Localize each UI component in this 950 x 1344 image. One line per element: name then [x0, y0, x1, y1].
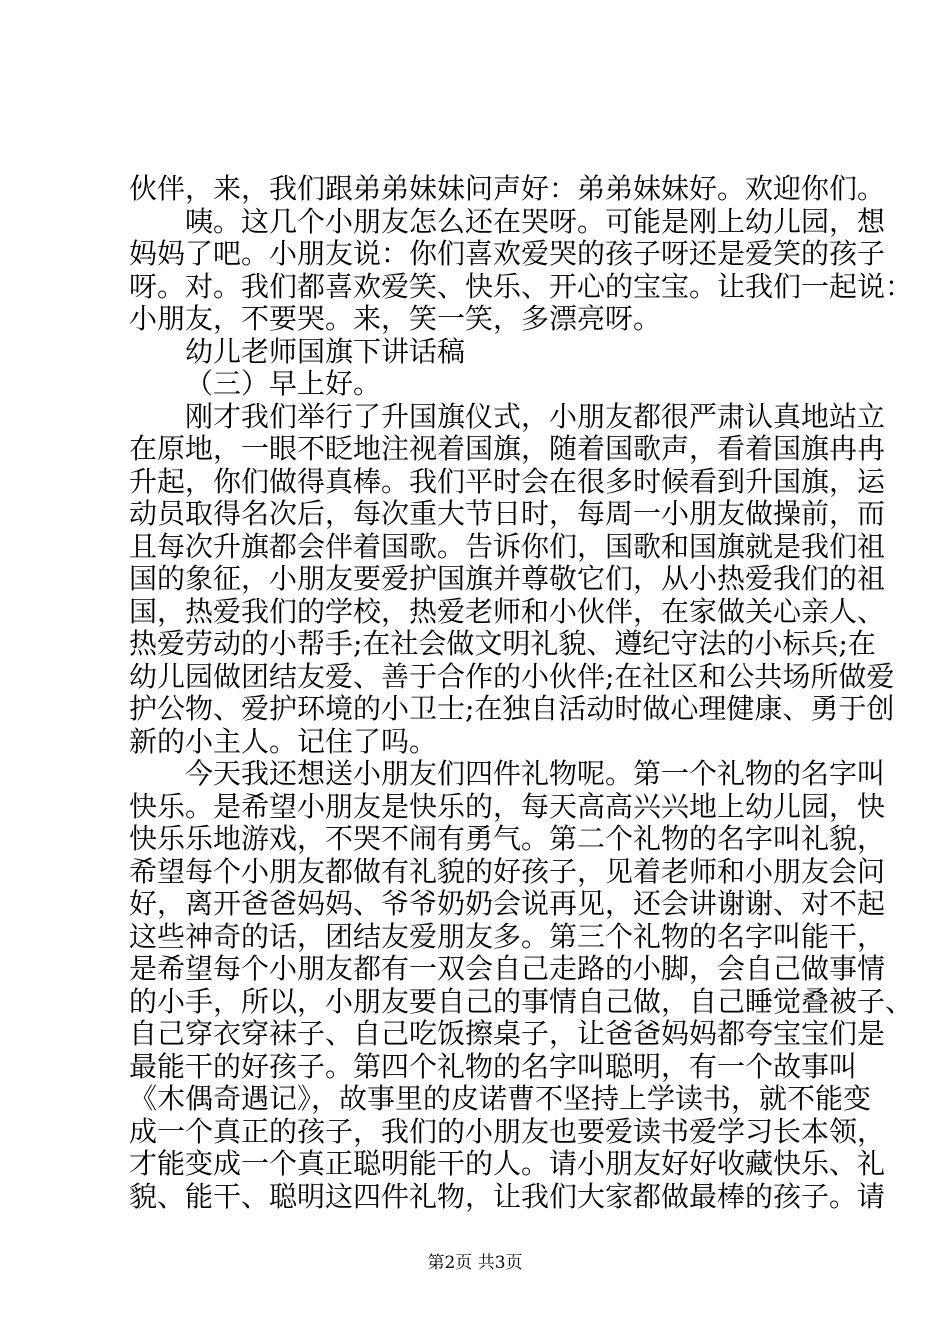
- text-line: 是希望每个小朋友都有一双会自己走路的小脚，会自己做事情: [129, 952, 886, 985]
- text-line: 护公物、爱护环境的小卫士;在独自活动时做心理健康、勇于创: [129, 692, 895, 725]
- text-line: 小朋友，不要哭。来，笑一笑，多漂亮呀。: [129, 302, 662, 335]
- text-line: （三）早上好。: [185, 367, 382, 400]
- text-line: 自己穿衣穿袜子、自己吃饭擦桌子，让爸爸妈妈都夸宝宝们是: [129, 1017, 886, 1050]
- text-line: 快乐乐地游戏，不哭不闹有勇气。第二个礼物的名字叫礼貌，: [129, 822, 886, 855]
- text-line: 国的象征，小朋友要爱护国旗并尊敬它们，从小热爱我们的祖: [129, 562, 886, 595]
- page-footer: 第2页 共3页: [427, 1253, 523, 1273]
- text-line: 动员取得名次后，每次重大节日时，每周一小朋友做操前，而: [129, 497, 886, 530]
- document-body: [129, 172, 914, 1213]
- text-line: 幼儿老师国旗下讲话稿: [185, 334, 466, 368]
- text-line: 呀。对。我们都喜欢爱笑、快乐、开心的宝宝。让我们一起说：: [129, 269, 914, 303]
- text-line: 《木偶奇遇记》，故事里的皮诺曹不坚持上学读书，就不能变: [129, 1082, 872, 1115]
- text-line: 今天我还想送小朋友们四件礼物呢。第一个礼物的名字叫: [185, 757, 886, 790]
- text-line: 最能干的好孩子。第四个礼物的名字叫聪明，有一个故事叫: [129, 1049, 858, 1083]
- text-line: 快乐。是希望小朋友是快乐的，每天高高兴兴地上幼儿园，快: [129, 789, 886, 823]
- text-line: 在原地，一眼不眨地注视着国旗，随着国歌声，看着国旗冉冉: [129, 432, 886, 465]
- text-line: 热爱劳动的小帮手;在社会做文明礼貌、遵纪守法的小标兵;在: [129, 627, 876, 660]
- text-line: 这些神奇的话，团结友爱朋友多。第三个礼物的名字叫能干，: [129, 919, 886, 953]
- text-line: 希望每个小朋友都做有礼貌的好孩子，见着老师和小朋友会问: [129, 854, 886, 888]
- text-line: 且每次升旗都会伴着国歌。告诉你们，国歌和国旗就是我们祖: [129, 529, 886, 563]
- text-line: 国，热爱我们的学校，热爱老师和小伙伴，在家做关心亲人、: [129, 594, 886, 628]
- text-line: 好，离开爸爸妈妈、爷爷奶奶会说再见，还会讲谢谢、对不起: [129, 887, 886, 920]
- text-line: 刚才我们举行了升国旗仪式，小朋友都很严肃认真地站立: [185, 399, 886, 433]
- text-line: 伙伴，来，我们跟弟弟妹妹问声好：弟弟妹妹好。欢迎你们。: [129, 172, 886, 205]
- text-line: 才能变成一个真正聪明能干的人。请小朋友好好收藏快乐、礼: [129, 1147, 886, 1180]
- text-line: 的小手，所以，小朋友要自己的事情自己做，自己睡觉叠被子、: [129, 984, 914, 1018]
- text-line: 成一个真正的孩子，我们的小朋友也要爱读书爱学习长本领，: [129, 1114, 886, 1148]
- text-line: 新的小主人。记住了吗。: [129, 724, 438, 758]
- text-line: 咦。这几个小朋友怎么还在哭呀。可能是刚上幼儿园，想: [185, 204, 886, 238]
- text-line: 幼儿园做团结友爱、善于合作的小伙伴;在社区和公共场所做爱: [129, 659, 895, 693]
- text-line: 升起，你们做得真棒。我们平时会在很多时候看到升国旗，运: [129, 464, 886, 498]
- text-line: 貌、能干、聪明这四件礼物，让我们大家都做最棒的孩子。请: [129, 1179, 886, 1213]
- text-line: 妈妈了吧。小朋友说：你们喜欢爱哭的孩子呀还是爱笑的孩子: [129, 237, 886, 270]
